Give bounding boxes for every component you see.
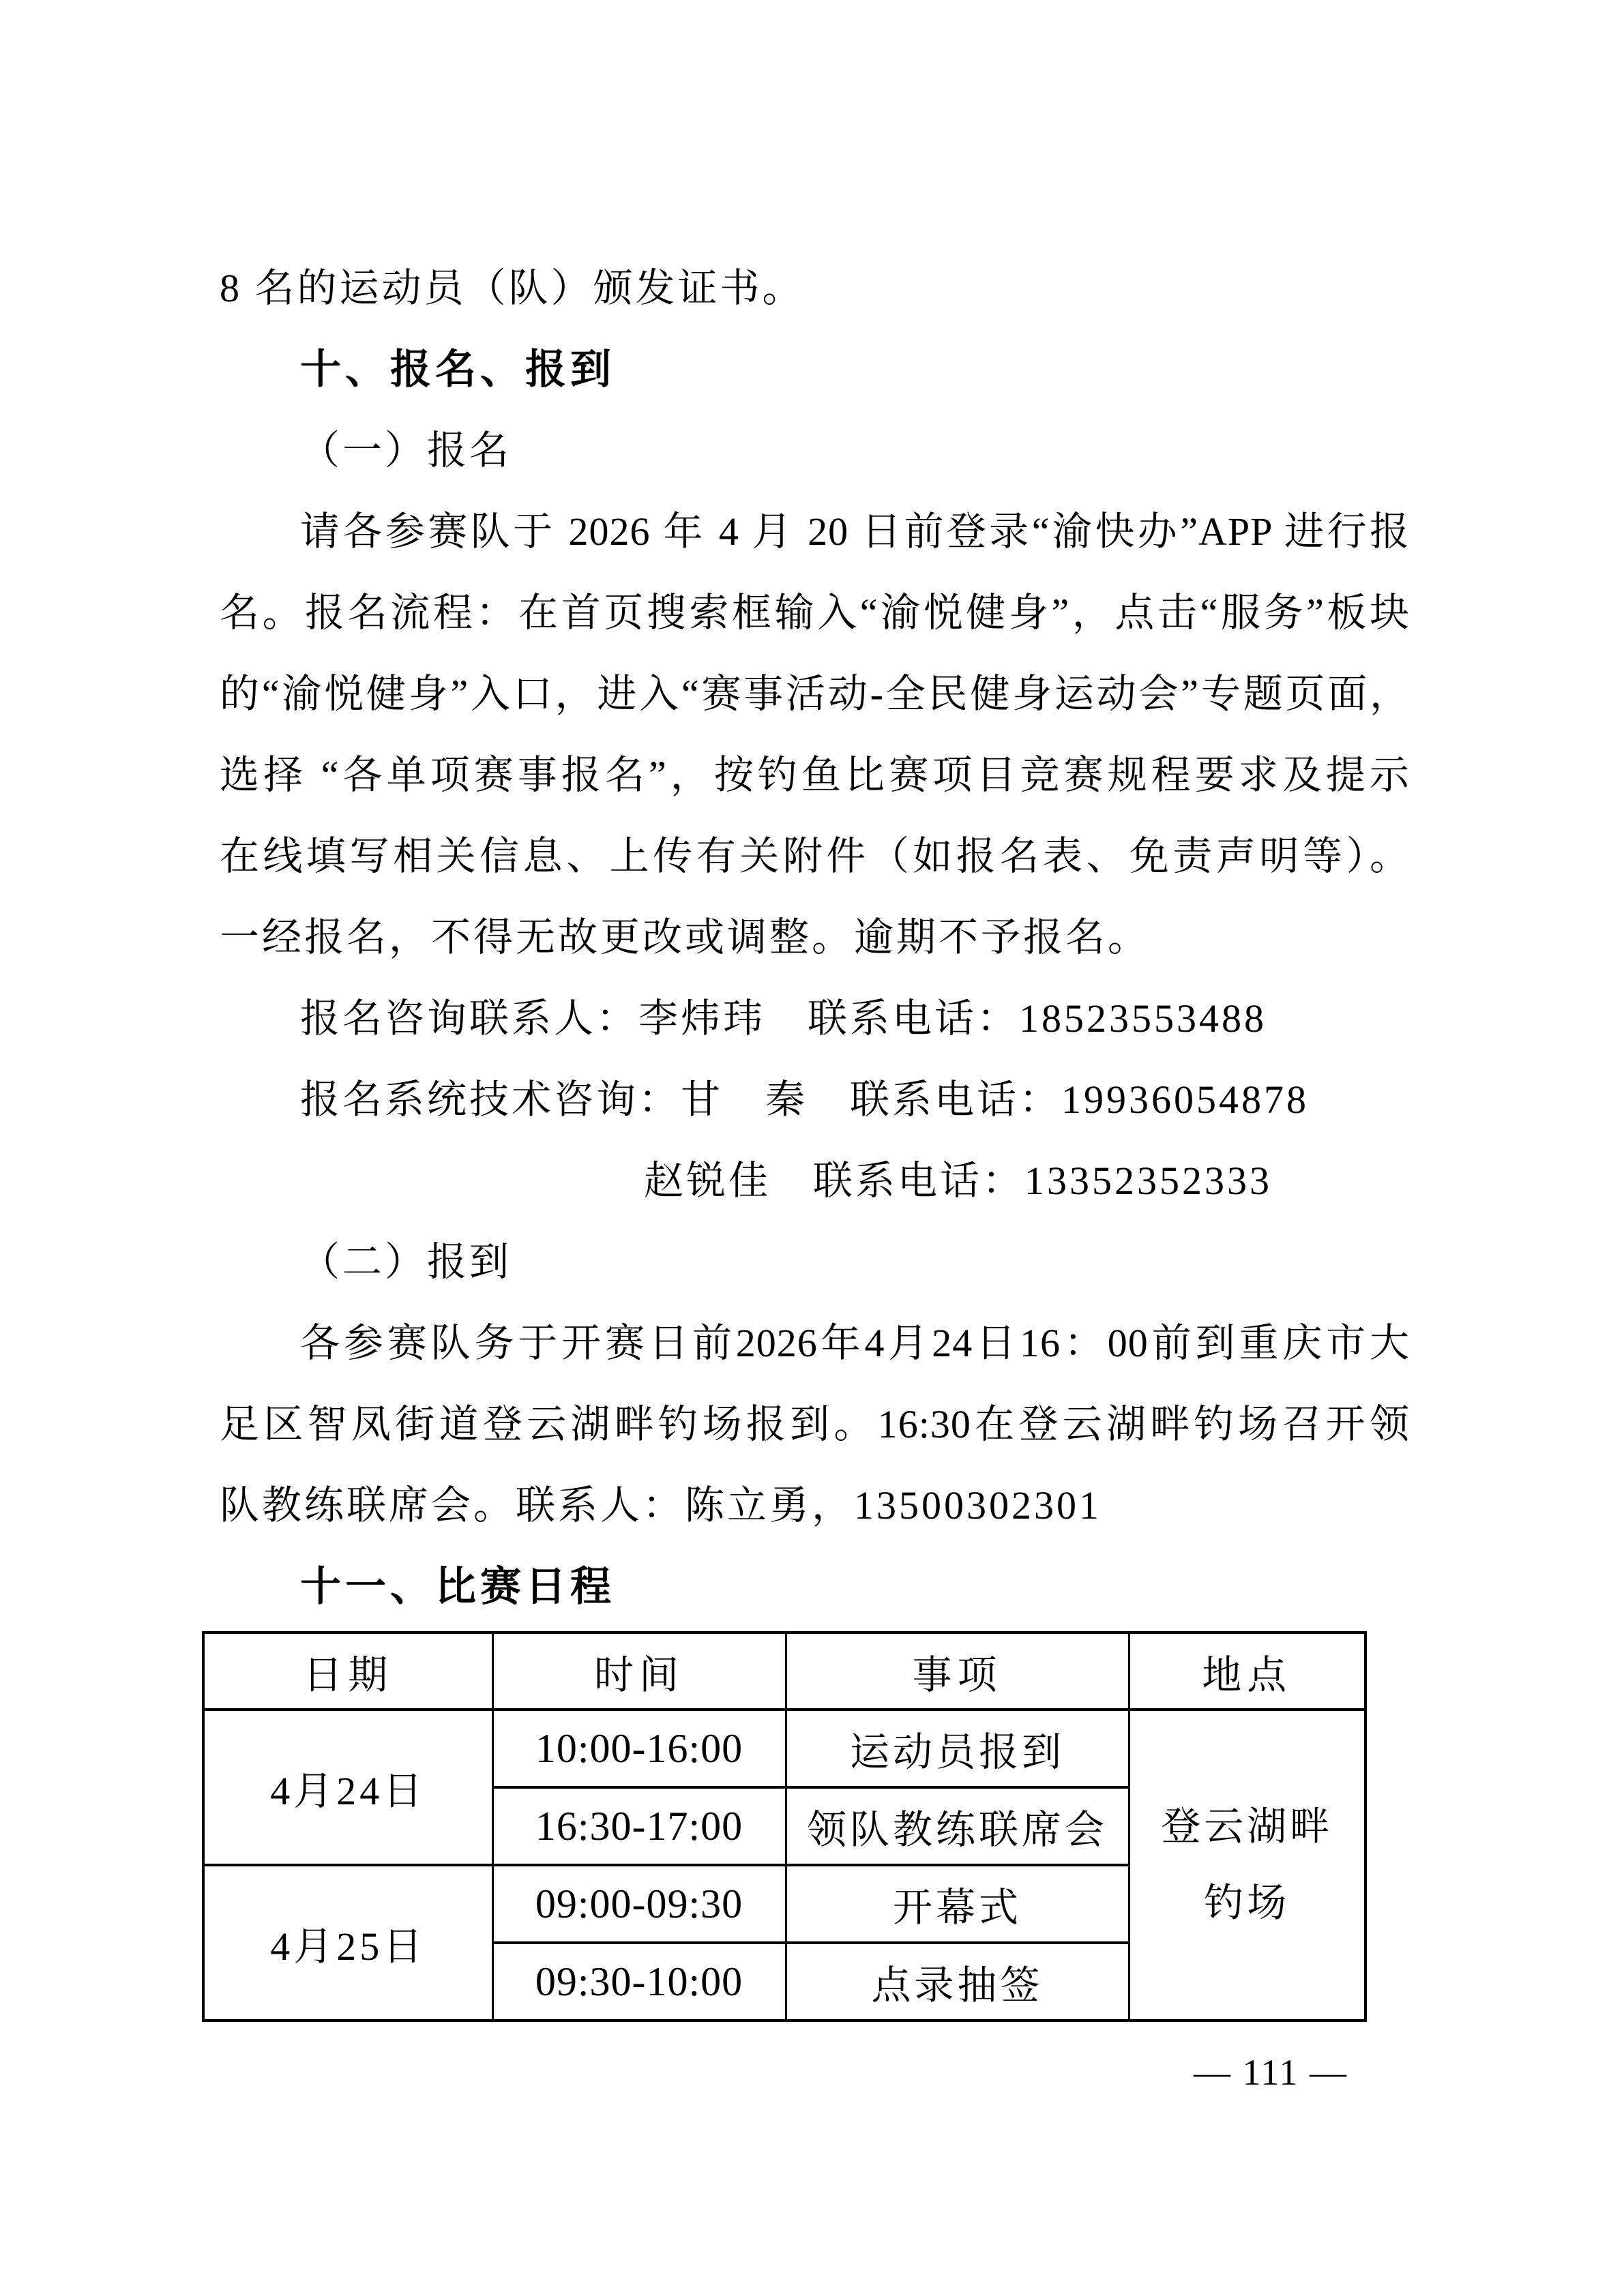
body-line: 的“渝悦健身”入口，进入“赛事活动-全民健身运动会”专题页面， [220,672,1410,716]
body-line: 各参赛队务于开赛日前2026年4月24日16：00前到重庆市大 [300,1321,1410,1365]
schedule-table [202,1631,1367,2022]
table-header-location: 地点 [1129,1632,1365,1710]
contact-line-tech-support-2: 赵锐佳 联系电话：13352352333 [644,1159,1273,1203]
event-cell: 运动员报到 [786,1710,1129,1787]
heading-schedule: 十一、比赛日程 [300,1564,615,1609]
contact-line-checkin: 队教练联席会。联系人：陈立勇，13500302301 [220,1483,1102,1527]
time-cell: 10:00-16:00 [492,1710,786,1787]
time-cell: 16:30-17:00 [492,1787,786,1865]
document-body [220,248,1410,1627]
location-line: 登云湖畔 [1161,1804,1333,1849]
body-line: 请各参赛队于 2026 年 4 月 20 日前登录“渝快办”APP 进行报 [300,509,1410,554]
table-header-row [203,1632,1365,1710]
location-line: 钓场 [1204,1881,1290,1925]
time-cell: 09:00-09:30 [492,1865,786,1943]
table-header-date: 日期 [203,1632,492,1710]
table-row [203,1710,1365,1787]
event-cell: 点录抽签 [786,1943,1129,2021]
body-line: 名。报名流程：在首页搜索框输入“渝悦健身”，点击“服务”板块 [220,591,1410,635]
body-line: 8 名的运动员（队）颁发证书。 [220,266,805,310]
body-line: 选择 “各单项赛事报名”，按钓鱼比赛项目竞赛规程要求及提示 [220,753,1410,797]
contact-line-registration: 报名咨询联系人：李炜玮 联系电话：18523553488 [300,996,1267,1041]
location-cell [1129,1710,1365,2021]
event-cell: 领队教练联席会 [786,1787,1129,1865]
heading-registration-checkin: 十、报名、报到 [300,346,615,392]
body-line: 一经报名，不得无故更改或调整。逾期不予报名。 [220,915,1151,959]
event-cell: 开幕式 [786,1865,1129,1943]
subheading-registration: （一）报名 [300,428,512,473]
table-header-time: 时间 [492,1632,786,1710]
table-header-event: 事项 [786,1632,1129,1710]
subheading-checkin: （二）报到 [300,1240,512,1284]
date-cell-apr24: 4月24日 [203,1710,492,1865]
body-line: 在线填写相关信息、上传有关附件（如报名表、免责声明等）。 [220,834,1410,878]
body-line: 足区智凤街道登云湖畔钓场报到。16:30在登云湖畔钓场召开领 [220,1402,1410,1446]
time-cell: 09:30-10:00 [492,1943,786,2021]
contact-line-tech-support-1: 报名系统技术咨询：甘 秦 联系电话：19936054878 [300,1077,1310,1122]
page-number: — 111 — [1194,2052,1348,2093]
date-cell-apr25: 4月25日 [203,1865,492,2021]
